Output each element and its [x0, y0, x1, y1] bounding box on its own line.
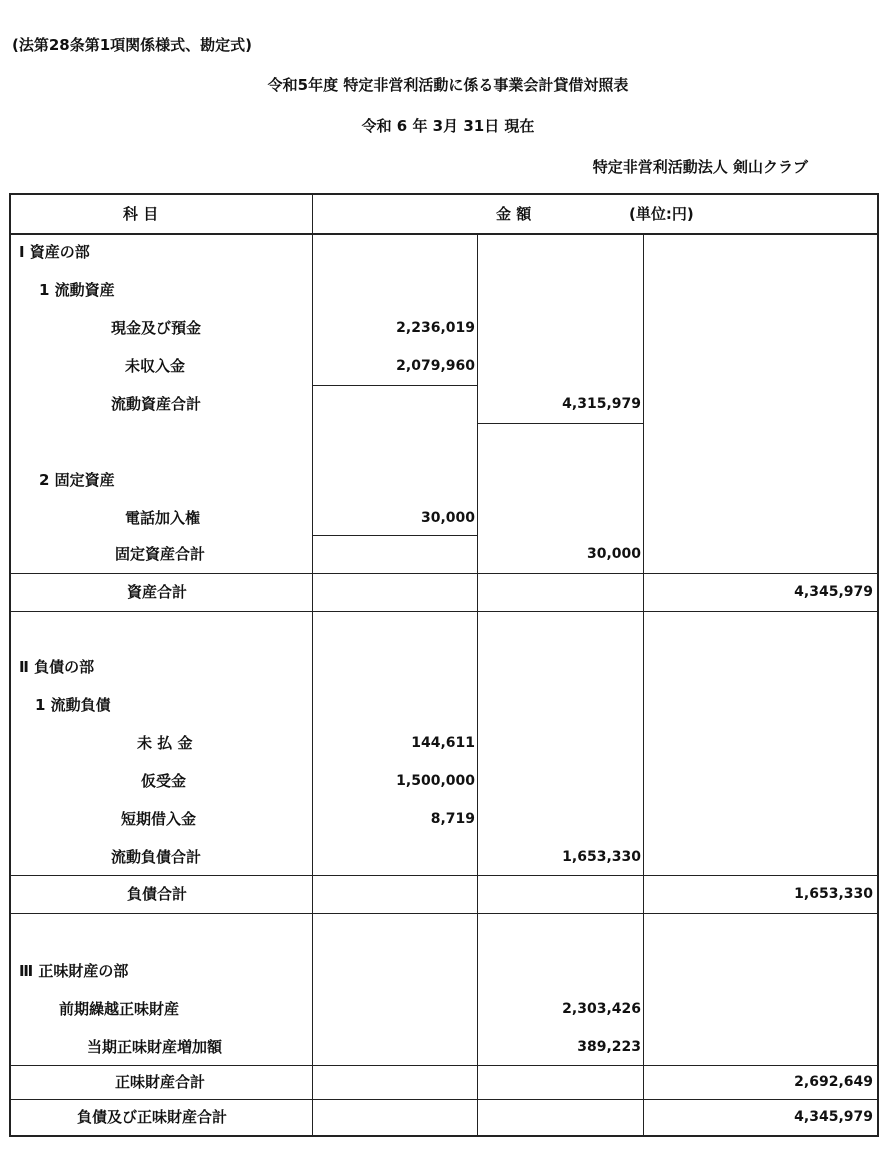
organization-name: 特定非営利活動法人 剣山クラブ	[592, 158, 808, 176]
table-row	[11, 1099, 877, 1135]
table-row	[11, 1064, 877, 1100]
row-label: 流動負債合計	[111, 848, 202, 866]
table-row	[11, 309, 877, 347]
amount-detail: 2,236,019	[396, 320, 475, 336]
table-row	[11, 385, 877, 423]
header-unit: (単位:円)	[629, 205, 694, 223]
row-label: 未 払 金	[137, 734, 193, 752]
table-row	[11, 271, 877, 309]
row-label: 負債及び正味財産合計	[77, 1108, 228, 1126]
amount-detail: 1,500,000	[396, 773, 475, 789]
table-row	[11, 838, 877, 876]
table-row	[11, 990, 877, 1028]
table-row	[11, 724, 877, 762]
row-label: Ⅱ 負債の部	[19, 658, 95, 676]
amount-subtotal: 389,223	[577, 1039, 641, 1055]
row-label: 負債合計	[127, 885, 188, 903]
table-row	[11, 535, 877, 573]
table-row	[11, 952, 877, 990]
table-row	[11, 762, 877, 800]
row-label: 現金及び預金	[111, 319, 202, 337]
table-row	[11, 1028, 877, 1066]
table-row	[11, 233, 877, 271]
amount-detail: 8,719	[430, 811, 475, 827]
table-header-row	[11, 195, 877, 233]
header-subject: 科 目	[123, 205, 159, 223]
amount-detail: 2,079,960	[396, 358, 475, 374]
row-label: 正味財産合計	[115, 1073, 206, 1091]
row-label: 電話加入権	[125, 509, 201, 527]
table-row	[11, 875, 877, 913]
table-row	[11, 648, 877, 686]
amount-total: 2,692,649	[794, 1074, 873, 1090]
row-label: 前期繰越正味財産	[59, 1000, 180, 1018]
amount-total: 4,345,979	[794, 1109, 873, 1125]
row-label: 仮受金	[141, 772, 187, 790]
row-label: Ⅰ 資産の部	[19, 243, 90, 261]
row-label: Ⅲ 正味財産の部	[19, 962, 129, 980]
row-rule	[11, 611, 877, 612]
table-row	[11, 573, 877, 611]
amount-subtotal: 2,303,426	[562, 1001, 641, 1017]
row-label: 資産合計	[127, 583, 188, 601]
table-row	[11, 347, 877, 385]
row-label: 短期借入金	[121, 810, 197, 828]
amount-detail: 144,611	[411, 735, 475, 751]
row-label: 流動資産合計	[111, 395, 202, 413]
row-label: 固定資産合計	[115, 545, 206, 563]
row-label: 2 固定資産	[39, 471, 115, 489]
amount-subtotal: 4,315,979	[562, 396, 641, 412]
subtotal-rule	[477, 423, 643, 424]
amount-subtotal: 30,000	[586, 546, 641, 562]
table-row	[11, 800, 877, 838]
header-amount: 金 額	[496, 205, 532, 223]
row-label: 1 流動資産	[39, 281, 115, 299]
document-date: 令和 6 年 3月 31日 現在	[361, 117, 535, 135]
table-row	[11, 499, 877, 537]
table-row	[11, 686, 877, 724]
table-row	[11, 461, 877, 499]
balance-sheet-table	[9, 193, 879, 1137]
row-label: 未収入金	[125, 357, 186, 375]
row-label: 1 流動負債	[35, 696, 111, 714]
amount-total: 4,345,979	[794, 584, 873, 600]
document-title: 令和5年度 特定非営利活動に係る事業会計貸借対照表	[267, 76, 629, 94]
amount-subtotal: 1,653,330	[562, 849, 641, 865]
row-rule	[11, 913, 877, 914]
form-note: (法第28条第1項関係様式、勘定式)	[12, 36, 253, 54]
row-label: 当期正味財産増加額	[87, 1038, 223, 1056]
amount-detail: 30,000	[420, 510, 475, 526]
amount-total: 1,653,330	[794, 886, 873, 902]
